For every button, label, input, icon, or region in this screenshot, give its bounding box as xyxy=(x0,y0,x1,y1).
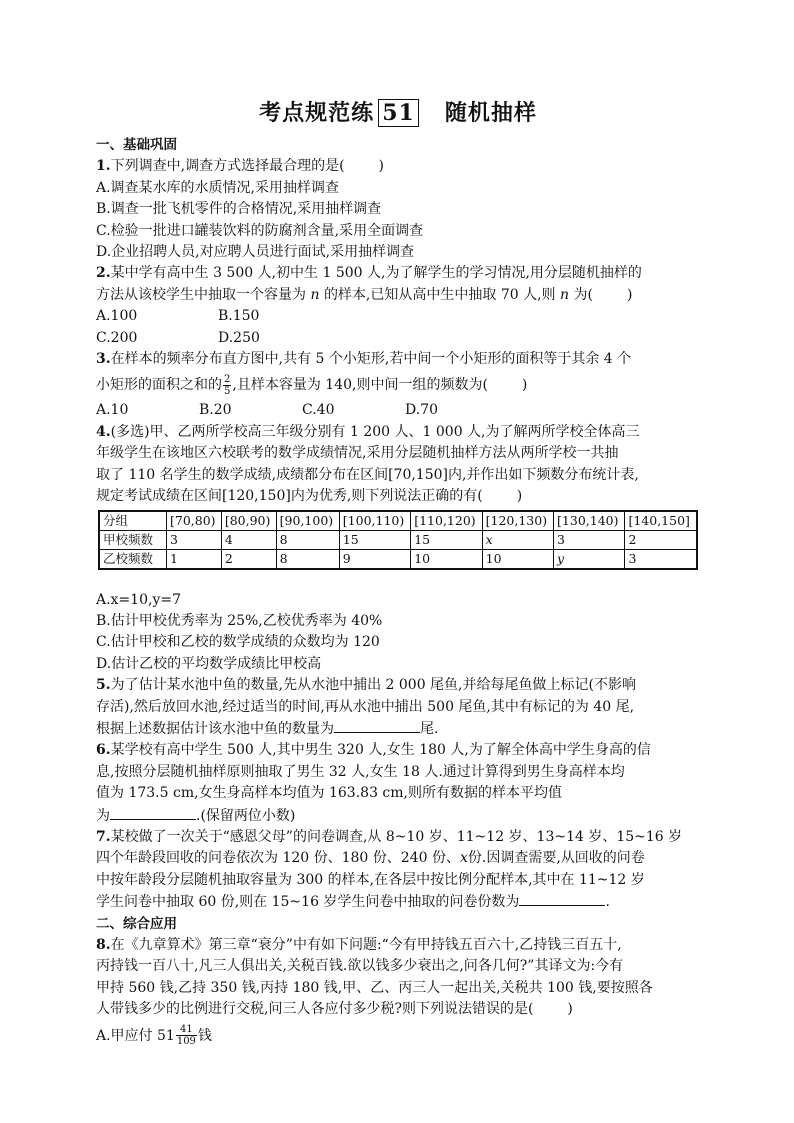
table-cell: 分组 xyxy=(99,511,167,531)
question-7-number: 7. xyxy=(96,828,111,845)
table-cell: [80,90) xyxy=(221,511,276,531)
question-2-option-b: B.150 xyxy=(218,308,260,325)
question-1-option-d: D.企业招聘人员,对应聘人员进行面试,采用抽样调查 xyxy=(96,244,415,261)
table-cell: 9 xyxy=(339,549,410,569)
question-6-stem-line2: 息,按照分层随机抽样原则抽取了男生 32 人,女生 18 人.通过计算得到男生身高样本均 xyxy=(96,763,625,780)
question-5-number: 5. xyxy=(96,677,111,694)
table-cell: 15 xyxy=(339,530,410,549)
question-2-stem-line1: 2.某中学有高中生 3 500 人,初中生 1 500 人,为了解学生的学习情况,用分层随机抽样的 xyxy=(96,265,642,282)
question-3-option-c: C.40 xyxy=(302,402,335,419)
table-cell: 2 xyxy=(221,549,276,569)
answer-blank[interactable] xyxy=(110,805,196,820)
question-7 xyxy=(96,827,700,914)
table-cell: 甲校频数 xyxy=(99,530,167,549)
table-cell: 3 xyxy=(167,530,222,549)
question-3-option-b: B.20 xyxy=(199,402,232,419)
question-7-stem-line1: 7.某校做了一次关于“感恩父母”的问卷调查,从 8~10 岁、11~12 岁、13~14 岁、15~16 岁 xyxy=(96,828,683,845)
question-1-stem: 1.下列调查中,调查方式选择最合理的是( ) xyxy=(96,158,385,175)
question-3-stem-line1: 3.在样本的频率分布直方图中,共有 5 个小矩形,若中间一个小矩形的面积等于其余 4 个 xyxy=(96,351,632,368)
table-cell: x xyxy=(482,530,553,549)
table-cell: [110,120) xyxy=(411,511,482,531)
question-5-stem-line2: 存活),然后放回水池,经过适当的时间,再从水池中捕出 500 尾鱼,其中有标记的为 40 尾, xyxy=(96,698,635,715)
table-header-row xyxy=(99,511,697,531)
question-1-option-c: C.检验一批进口罐装饮料的防腐剂含量,采用全面调查 xyxy=(96,222,424,239)
question-4-option-a: A.x=10,y=7 xyxy=(96,591,181,608)
question-4-option-d: D.估计乙校的平均数学成绩比甲校高 xyxy=(96,655,322,672)
question-6-stem-line4: 为 .(保留两位小数) xyxy=(96,805,700,827)
question-2 xyxy=(96,263,700,349)
frequency-table xyxy=(98,510,698,570)
question-3 xyxy=(96,349,700,422)
worksheet-page xyxy=(96,98,700,1051)
question-8-number: 8. xyxy=(96,937,111,953)
question-8-stem-line4: 人带钱多少的比例进行交税,问三人各应付多少税?则下列说法错误的是( ) xyxy=(96,1001,573,1018)
question-8-stem-line2: 丙持钱一百八十,凡三人俱出关,关税百钱.欲以钱多少衰出之,问各几何?”其译文为:今有 xyxy=(96,958,624,975)
question-6-stem-line1: 6.某学校有高中学生 500 人,其中男生 320 人,女生 180 人,为了解全体高中学生身高的信 xyxy=(96,742,651,759)
table-row xyxy=(99,530,697,549)
title-suffix: 随机抽样 xyxy=(444,101,537,126)
question-8-option-a: A.甲应付 51 $\frac{41}{109}$ 钱 xyxy=(96,1024,212,1048)
question-4-stem-line2: 年级学生在该地区六校联考的数学成绩情况,采用分层随机抽样方法从两所学校一共抽 xyxy=(96,445,619,462)
question-1 xyxy=(96,156,700,263)
question-3-number: 3. xyxy=(96,351,111,368)
table-cell: 1 xyxy=(167,549,222,569)
question-2-stem-line2: 方法从该校学生中抽取一个容量为 n 的样本,已知从高中生中抽取 70 人,则 n 为( ) xyxy=(96,286,633,303)
question-1-number: 1. xyxy=(96,158,111,175)
table-cell: 4 xyxy=(221,530,276,549)
answer-blank[interactable] xyxy=(334,718,420,733)
question-7-stem-line2: 四个年龄段回收的问卷依次为 120 份、180 份、240 份、x份.因调查需要,从回收的问卷 xyxy=(96,850,645,867)
table-cell: [120,130) xyxy=(482,511,553,531)
table-cell: 8 xyxy=(276,549,339,569)
question-5-stem-line3: 根据上述数据估计该水池中鱼的数量为 尾. xyxy=(96,718,700,740)
question-2-option-d: D.250 xyxy=(218,329,260,346)
question-2-options-row2 xyxy=(96,328,700,349)
table-cell: 10 xyxy=(411,549,482,569)
question-6 xyxy=(96,740,700,827)
table-cell: 8 xyxy=(276,530,339,549)
question-2-options-row1 xyxy=(96,306,700,327)
question-2-option-c: C.200 xyxy=(96,329,138,346)
table-cell: 15 xyxy=(411,530,482,549)
question-4-option-c: C.估计甲校和乙校的数学成绩的众数均为 120 xyxy=(96,634,380,651)
fraction-two-fifths: $\frac{2}{5}$ xyxy=(224,373,231,397)
page-title xyxy=(96,98,700,130)
table-cell: 2 xyxy=(625,530,697,549)
table-cell: [100,110) xyxy=(339,511,410,531)
question-6-stem-line3: 值为 173.5 cm,女生身高样本均值为 163.83 cm,则所有数据的样本平均值 xyxy=(96,785,562,802)
question-1-option-a: A.调查某水库的水质情况,采用抽样调查 xyxy=(96,179,340,196)
question-3-option-a: A.10 xyxy=(96,402,129,419)
question-3-stem-line2: 小矩形的面积之和的 $\frac{2}{5}$ ,且样本容量为 140,则中间一组的频数为( ) xyxy=(96,373,528,397)
table-cell: 乙校频数 xyxy=(99,549,167,569)
question-7-stem-line4: 学生问卷中抽取 60 份,则在 15~16 岁学生问卷中抽取的问卷份数为 . xyxy=(96,891,700,913)
table-cell: [130,140) xyxy=(554,511,625,531)
question-8-stem-line3: 甲持 560 钱,乙持 350 钱,丙持 180 钱,甲、乙、丙三人一起出关,关税共 100 钱,要按照各 xyxy=(96,979,653,996)
question-4-stem-line1: 4.(多选)甲、乙两所学校高三年级分别有 1 200 人、1 000 人,为了解两所学校全体高三 xyxy=(96,423,640,440)
question-4-option-b: B.估计甲校优秀率为 25%,乙校优秀率为 40% xyxy=(96,612,383,629)
question-5 xyxy=(96,675,700,740)
title-prefix: 考点规范练 xyxy=(259,101,375,126)
table-cell: 3 xyxy=(625,549,697,569)
table-cell: 3 xyxy=(554,530,625,549)
section-basic: 一、基础巩固 xyxy=(96,137,177,153)
question-4-stem-line4: 规定考试成绩在区间[120,150]内为优秀,则下列说法正确的有( ) xyxy=(96,488,523,505)
question-8 xyxy=(96,935,700,1051)
question-2-number: 2. xyxy=(96,265,111,282)
section-applied: 二、综合应用 xyxy=(96,915,177,932)
question-4 xyxy=(96,422,700,675)
question-4-stem-line3: 取了 110 名学生的数学成绩,成绩都分布在区间[70,150]内,并作出如下频数分布统计表, xyxy=(96,466,639,483)
table-row xyxy=(99,549,697,569)
question-4-number: 4. xyxy=(96,423,111,440)
question-3-options xyxy=(96,400,700,421)
question-7-stem-line3: 中按年龄段分层随机抽取容量为 300 的样本,在各层中按比例分配样本,其中在 11~12 岁 xyxy=(96,871,645,888)
fraction-41-109: $\frac{41}{109}$ xyxy=(176,1024,196,1048)
question-6-number: 6. xyxy=(96,742,111,759)
answer-blank[interactable] xyxy=(519,891,605,906)
question-2-option-a: A.100 xyxy=(96,308,138,325)
table-cell: y xyxy=(554,549,625,569)
title-number-box: 51 xyxy=(378,99,419,127)
question-1-option-b: B.调查一批飞机零件的合格情况,采用抽样调查 xyxy=(96,201,382,218)
table-cell: [140,150] xyxy=(625,511,697,531)
table-cell: 10 xyxy=(482,549,553,569)
table-cell: [90,100) xyxy=(276,511,339,531)
question-5-stem-line1: 5.为了估计某水池中鱼的数量,先从水池中捕出 2 000 尾鱼,并给每尾鱼做上标记(不影响 xyxy=(96,677,636,694)
table-cell: [70,80) xyxy=(167,511,222,531)
question-3-option-d: D.70 xyxy=(405,402,438,419)
question-8-stem-line1: 8.在《九章算术》第三章“衰分”中有如下问题:“今有甲持钱五百六十,乙持钱三百五十, xyxy=(96,937,622,953)
